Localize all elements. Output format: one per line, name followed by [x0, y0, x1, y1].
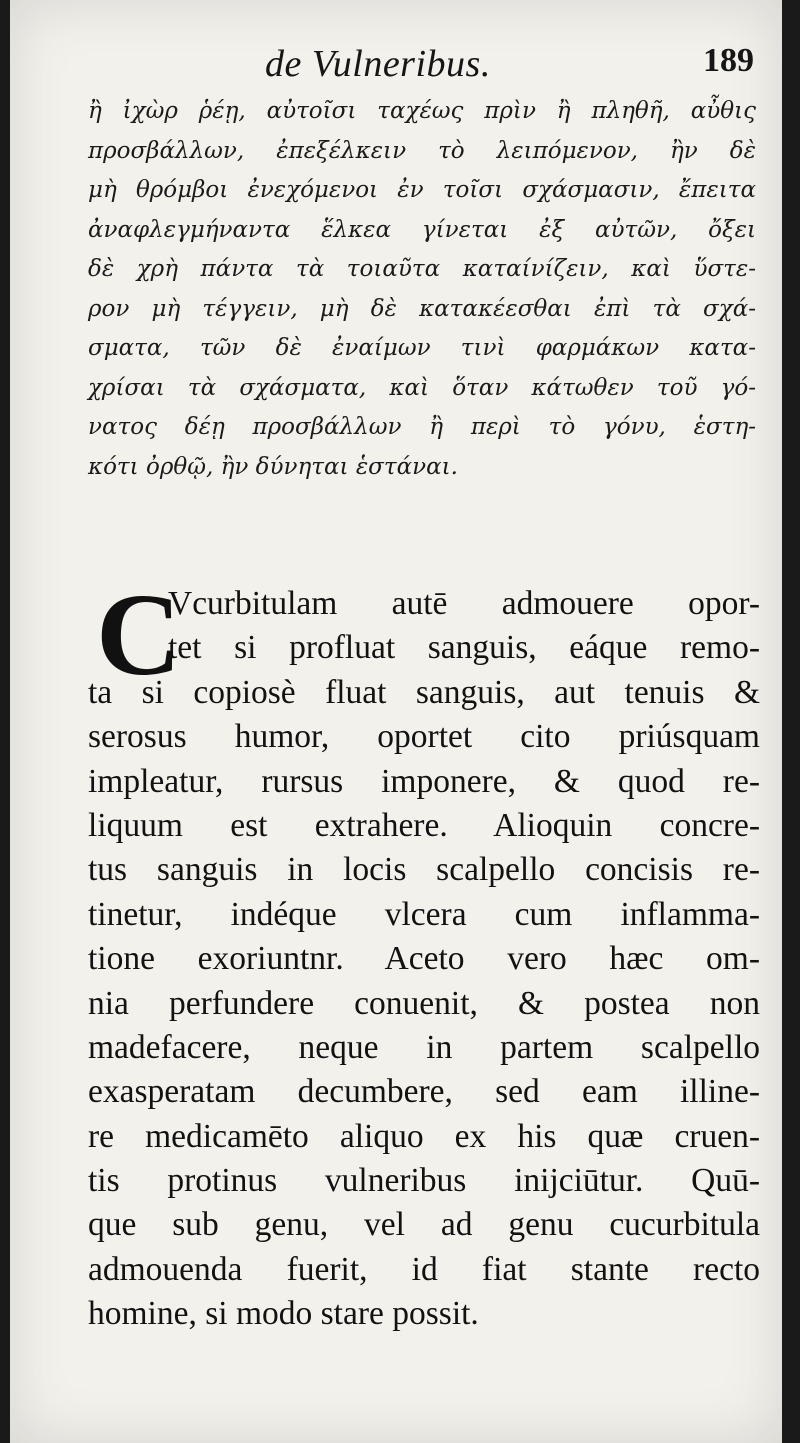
- latin-line: homine, si modo stare possit.: [88, 1295, 479, 1333]
- greek-line: μὴ θρόμβοι ἐνεχόμενοι ἐν τοῖσι σχάσμασιν, ἔπειτα: [88, 177, 756, 203]
- greek-line: προσβάλλων, ἐπεξέλκειν τὸ λειπόμενον, ἢν δὲ: [88, 137, 756, 164]
- greek-line: δὲ χρὴ πάντα τὰ τοιαῦτα καταίνίζειν, καὶ ὕστε-: [88, 256, 756, 282]
- latin-line: admouenda fuerit, id fiat stante recto: [88, 1250, 760, 1288]
- running-title: de Vulneribus.: [265, 43, 491, 85]
- latin-line: que sub genu, vel ad genu cucurbitula: [88, 1206, 760, 1244]
- latin-line: serosus humor, oportet cito priúsquam: [88, 718, 760, 756]
- latin-line: impleatur, rursus imponere, & quod re-: [88, 762, 760, 800]
- greek-line: κότι ὀρθῷ, ἢν δύνηται ἑστάναι.: [88, 453, 458, 480]
- latin-line: tinetur, indéque vlcera cum inflamma-: [88, 895, 760, 933]
- latin-line: nia perfundere conuenit, & postea non: [88, 984, 760, 1022]
- latin-line: exasperatam decumbere, sed eam illine-: [88, 1073, 760, 1111]
- latin-line: Vcurbitulam autē admouere opor-: [168, 585, 760, 622]
- greek-line: ἀναφλεγμήναντα ἕλκεα γίνεται ἐξ αὐτῶν, ὄξει: [88, 216, 756, 243]
- greek-text-block: [88, 92, 756, 487]
- greek-line: ἢ ἰχὼρ ῥέῃ, αὐτοῖσι ταχέως πρὶν ἢ πληθῆ, αὖθις: [88, 98, 756, 124]
- page-header: [10, 40, 782, 100]
- latin-line: tus sanguis in locis scalpello concisis re-: [88, 851, 760, 889]
- greek-line: σματα, τῶν δὲ ἐναίμων τινὶ φαρμάκων κατα-: [88, 335, 756, 361]
- page-number: 189: [703, 42, 754, 79]
- latin-line: madefacere, neque in partem scalpello: [88, 1028, 760, 1066]
- latin-line: re medicamēto aliquo ex his quæ cruen-: [88, 1117, 760, 1155]
- greek-line: νατος δέῃ προσβάλλων ἢ περὶ τὸ γόνυ, ἑστη-: [88, 414, 756, 440]
- latin-line: ta si copiosè fluat sanguis, aut tenuis &: [88, 673, 760, 711]
- latin-line: liquum est extrahere. Alioquin concre-: [88, 806, 760, 844]
- latin-line: tet si profluat sanguis, eáque remo-: [168, 629, 760, 667]
- greek-line: χρίσαι τὰ σχάσματα, καὶ ὅταν κάτωθεν τοῦ γό-: [88, 374, 756, 401]
- book-page: [10, 0, 782, 1443]
- drop-cap-initial: C: [96, 569, 182, 700]
- greek-line: ρον μὴ τέγγειν, μὴ δὲ κατακέεσθαι ἐπὶ τὰ σχά-: [88, 295, 756, 322]
- latin-text-block: [88, 569, 760, 1337]
- latin-line: tione exoriuntnr. Aceto vero hæc om-: [88, 940, 760, 978]
- latin-line: tis protinus vulneribus inijciūtur. Quū-: [88, 1162, 760, 1200]
